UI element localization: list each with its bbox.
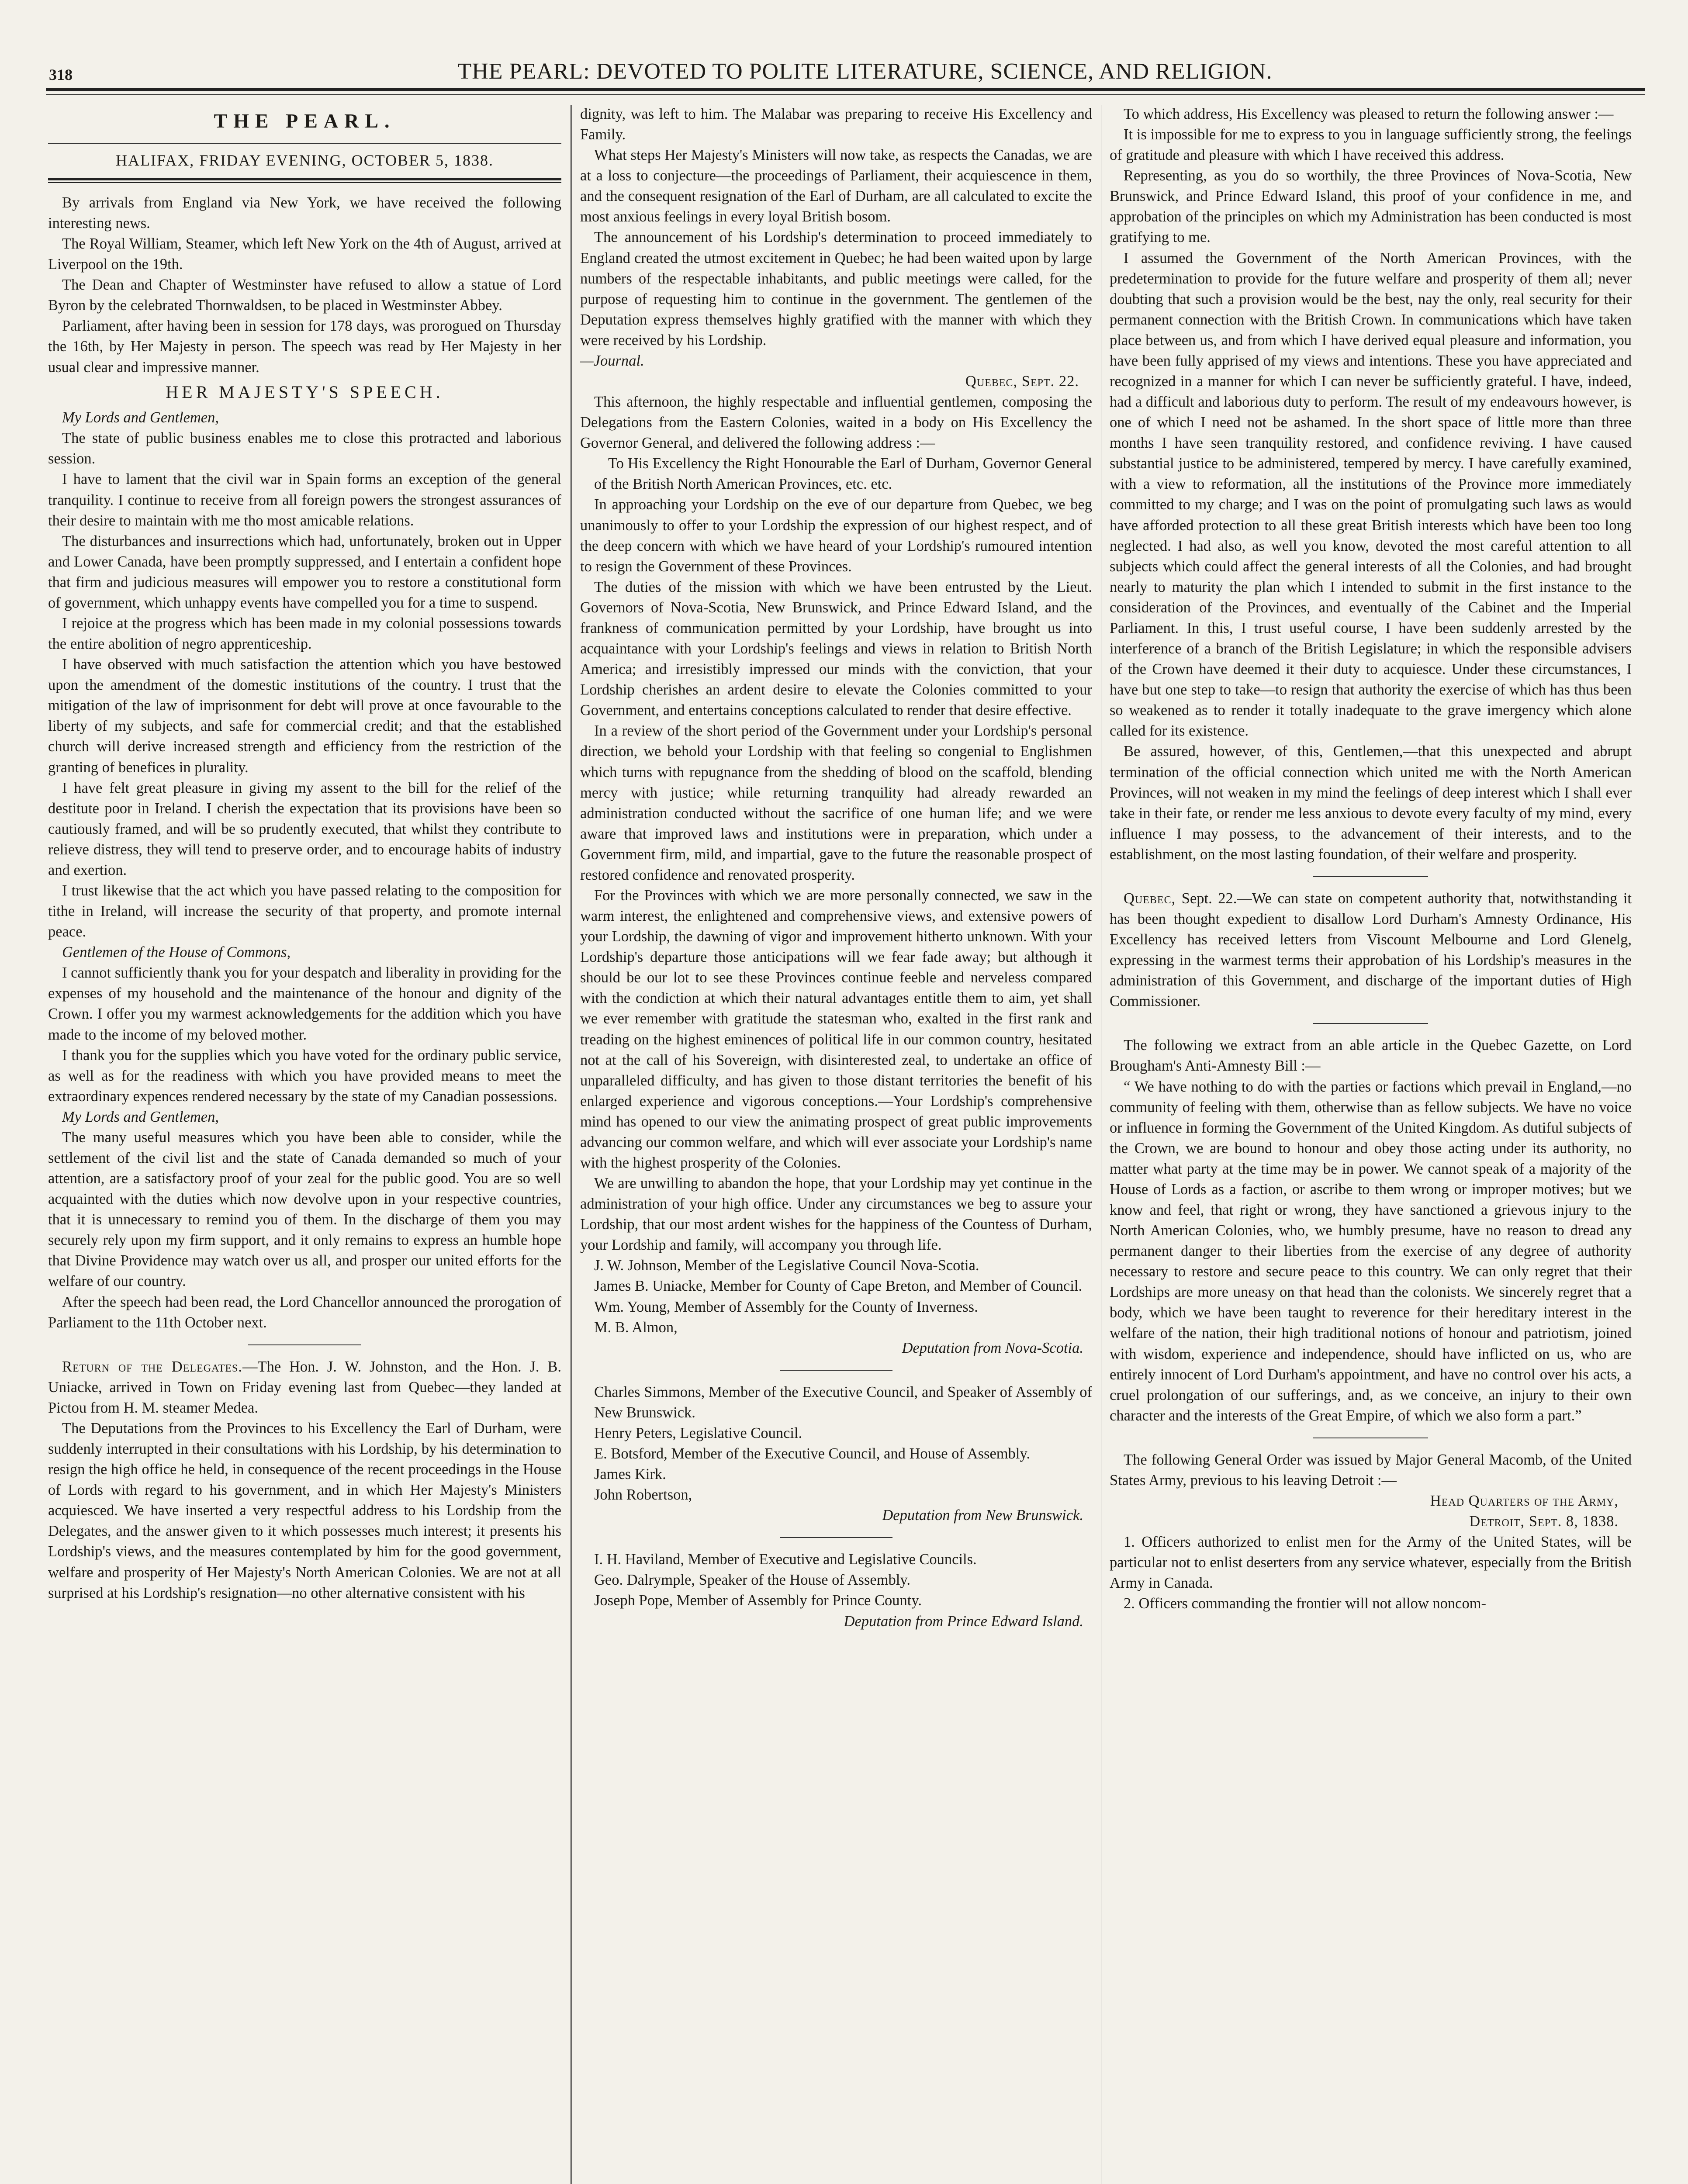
signatory: Geo. Dalrymple, Speaker of the House of Assembly. [594,1572,911,1589]
deputation-label: Deputation from New Brunswick. [882,1507,1083,1524]
paragraph: I assumed the Government of the North American Provinces, with the predetermination to provide for the future welfare and prosperity of them all; never doubting that such a provision would be the best, nay the only, real security for their permanent connection with the British Crown. In communications which have taken place between us, and from which I have derived equal pleasure and information, you have been fully apprised of my views and intentions. These you have appreciated and recognized in a manner for which I can never be sufficiently grateful. I have, indeed, had a difficult and laborious duty to perform. The result of my endeavours however, is one of which I need not be ashamed. In the short space of little more than three months I have seen tranquility restored, and confidence reviving. I have caused substantial justice to be administered, tempered by mercy. I have carefully examined, with a view to reformation, all the institutions of the Province more immediately committed to my charge; and I was on the point of promulgating such laws as would have afforded protection to all these great British interests which have been too long neglected. I had also, as well you know, devoted the most careful attention to all subjects which could affect the general interests of all the Colonies, and had brought nearly to maturity the plan which I intended to submit in the first instance to the consideration of the Provinces, and eventually of the Cabinet and the Imperial Parliament. In this, I trust useful course, I have been suddenly arrested by the interference of a branch of the British Legislature; in which the responsible advisers of the Crown have deemed it their duty to acquiesce. Under these circumstances, I have but one step to take—to resign that authority the exercise of which has thus been so weakened as to render it totally inadequate to the grave imergency which alone called for its existence. [1110,249,1632,740]
paragraph: The state of public business enables me to close this protracted and laborious session. [48,430,561,467]
paragraph: The Royal William, Steamer, which left New York on the 4th of August, arrived at Liverpool on the 19th. [48,235,561,273]
signatory: James Kirk. [594,1466,666,1483]
paragraph: For the Provinces with which we are more personally connected, we saw in the warm interest, the enlightened and comprehensive views, and extensive powers of your Lordship, the dawning of vigor and improvement hitherto unknown. With your Lordship's departure those anticipations will we fear fade away; but although it should be our lot to see these Provinces continue feeble and nerveless compared with the condiction at which their natural advantages entitle them to aim, yet shall we ever remember with gratitude the statesman who, exalted in the first rank and treading on the highest eminences of political life in our common country, hesitated not at the call of his Sovereign, with disinterested zeal, to undertake an office of unparalleled difficulty, and has given to those distant territories the benefit of his enlarged experience and vigorous conceptions.—Your Lordship's comprehensive mind has opened to our view the animating prospect of great public improvements advancing our common welfare, and which will ever associate your Lordship's name with the highest prosperity of the Colonies. [580,887,1092,1171]
order-heading: Head Quarters of the Army, [1430,1493,1619,1509]
paragraph [1110,888,1632,1012]
paragraph: I have felt great pleasure in giving my assent to the bill for the relief of the destitute poor in Ireland. I cherish the expectation that its provisions have been so cautiously framed, and will be so prudently executed, that whilst they contribute to relieve distress, they will tend to preserve order, and to encourage habits of industry and exertion. [48,779,561,878]
paragraph: By arrivals from England via New York, we have received the following interesting news. [48,194,561,232]
divider [48,178,561,183]
paragraph: In approaching your Lordship on the eve of our departure from Quebec, we beg unanimously to offer to your Lordship the expression of our highest respect, and of the deep concern with which we have heard of your Lordship's rumoured intention to resign the Government of these Provinces. [580,496,1092,575]
paragraph: In a review of the short period of the Government under your Lordship's personal direction, we behold your Lordship with that feeling so congenial to Englishmen which turns with repugnance from the shedding of blood on the scaffold, blending mercy with justice; while returning tranquility had already rewarded an administration conducted without the sacrifice of one human life; and we were aware that improved laws and institutions were in preparation, which under a Government firm, mild, and impartial, gave to the future the reasonable prospect of restored confidence and renovated prosperity. [580,722,1092,883]
divider [1313,1023,1428,1024]
salutation: Gentlemen of the House of Commons, [62,944,291,961]
order-dateline: Detroit, Sept. 8, 1838. [1469,1513,1619,1530]
column-rule [1101,105,1102,2184]
paragraph: After the speech had been read, the Lord Chancellor announced the prorogation of Parliament to the 11th October next. [48,1293,561,1331]
paragraph: I have to lament that the civil war in Spain forms an exception of the general tranquility. I continue to receive from all foreign powers the strongest assurances of their desire to maintain with me tho most amicable relations. [48,471,561,529]
run-in-heading: Quebec, [1124,890,1176,907]
paragraph: It is impossible for me to express to you in language sufficiently strong, the feelings of gratitude and pleasure with which I have received this address. [1110,126,1632,164]
paragraph: The following we extract from an able article in the Quebec Gazette, on Lord Brougham's Anti-Amnesty Bill :— [1110,1037,1632,1075]
dateline: HALIFAX, FRIDAY EVENING, OCTOBER 5, 1838. [115,151,494,169]
paragraph: 1. Officers authorized to enlist men for the Army of the United States, will be particular not to enlist deserters from any service whatever, especially from the British Army in Canada. [1110,1534,1632,1592]
header-rule [46,88,1645,91]
page-number: 318 [49,66,73,83]
signatory: Henry Peters, Legislative Council. [594,1424,802,1441]
divider [1313,876,1428,877]
paragraph-text: Sept. 22.—We can state on competent authority that, notwithstanding it has been thought expedient to disallow Lord Durham's Amnesty Ordinance, His Excellency has received letters from Viscount Melbourne and Lord Glenelg, expressing in the warmest terms their approbation of his Lordship's measures in the administration of this Government, and discharge of the important duties of High Commissioner. [1110,890,1632,1010]
paragraph: I cannot sufficiently thank you for your despatch and liberality in providing for the expenses of my household and the maintenance of the honour and dignity of the Crown. I offer you my warmest acknowledgements for the addition which you have made to the income of my beloved mother. [48,964,561,1043]
paragraph-text: —The Hon. J. W. Johnston, and the Hon. J. B. Uniacke, arrived in Town on Friday evening last from Quebec—they landed at Pictou from H. M. steamer Medea. [48,1358,561,1416]
signatory: J. W. Johnson, Member of the Legislative Council Nova-Scotia. [594,1257,979,1274]
column-left [48,104,561,2184]
paragraph: The Dean and Chapter of Westminster have refused to allow a statue of Lord Byron by the celebrated Thornwaldsen, to be placed in Westminster Abbey. [48,276,561,314]
masthead: THE PEARL. [214,110,396,132]
paragraph: I have observed with much satisfaction the attention which you have bestowed upon the amendment of the domestic institutions of the country. I trust that the mitigation of the law of imprisonment for debt will prove at once favourable to the liberty of my subjects, and safe for commercial credit; and that the established church will derive increased strength and efficiency from the restriction of the granting of benefices in plurality. [48,656,561,776]
running-head: THE PEARL: DEVOTED TO POLITE LITERATURE, SCIENCE, AND RELIGION. [457,59,1273,84]
signatory: Wm. Young, Member of Assembly for the County of Inverness. [594,1298,978,1315]
deputation-label: Deputation from Nova-Scotia. [902,1339,1083,1356]
divider [48,143,561,144]
paragraph: To which address, His Excellency was pleased to return the following answer :— [1124,106,1614,122]
paragraph: The many useful measures which you have been able to consider, while the settlement of the civil list and the state of Canada demanded so much of your attention, are a satisfactory proof of your zeal for the public good. You are so well acquainted with the duties which now devolve upon in your respective countries, that it is unnecessary to remind you of them. In the discharge of them you may securely rely upon my firm support, and it only remains to express an humble hope that Divine Providence may watch over us all, and prosper our united efforts for the welfare of our country. [48,1129,561,1290]
paragraph: I thank you for the supplies which you have voted for the ordinary public service, as well as for the readiness with which you have provided means to meet the extraordinary expences rendered necessary by the state of my Canadian possessions. [48,1047,561,1105]
paragraph: “ We have nothing to do with the parties or factions which prevail in England,—no community of feeling with them, otherwise than as fellow subjects. We have no voice or influence in forming the Government of the United Kingdom. As dutiful subjects of the Crown, we are bound to honour and obey those acting under its authority, no matter what party at the time may be in power. We cannot speak of a majority of the House of Lords as a faction, or ascribe to them wrong or improper motives; but we know and feel, that right or wrong, they have sanctioned a grievous injury to the North American Colonies, who, we humbly presume, have no reason to dread any permanent danger to their liberties from the exercise of any degree of authority necessary to restore and secure peace to this country. We can only regret that their Lordships are more uneasy on that head than the colonists. We sincerely regret that a body, which we have been taught to reverence for their hereditary interest in the welfare of the nation, their high traditional notions of honour and patriotism, joined with wisdom, experience and independence, should have inflicted on us, who are entirely innocent of Lord Durham's appointment, and have no control over his acts, a cruel prolongation of our sufferings, and, as we conceive, an injury to their own character and the interests of the Great Empire, of which we also form a part.” [1110,1078,1632,1424]
paragraph [48,1357,561,1418]
signatory: Charles Simmons, Member of the Executive Council, and Speaker of Assembly of New Brunswick. [594,1383,1092,1421]
paragraph: dignity, was left to him. The Malabar was preparing to receive His Excellency and Family. [580,106,1092,143]
salutation: My Lords and Gentlemen, [62,409,219,426]
paragraph: What steps Her Majesty's Ministers will now take, as respects the Canadas, we are at a loss to conjecture—the proceedings of Parliament, their acquiescence in them, and the consequent resignation of the Earl of Durham, are all calculated to excite the most anxious feelings in every loyal British bosom. [580,147,1092,225]
signatory: M. B. Almon, [594,1319,678,1336]
paragraph: The disturbances and insurrections which had, unfortunately, broken out in Upper and Lower Canada, have been promptly suppressed, and I entertain a confident hope that firm and judicious measures will empower you to restore a constitutional form of government, which unhappy events have compelled you for a time to suspend. [48,532,561,611]
signatory: James B. Uniacke, Member for County of Cape Breton, and Member of Council. [594,1278,1083,1295]
paragraph: The duties of the mission with which we have been entrusted by the Lieut. Governors of Nova-Scotia, New Brunswick, and Prince Edward Island, and the frankness of communication permitted by your Lordship, have brought us into acquaintance with your Lordship's feelings and views in relation to British North America; and irresistibly impressed our minds with the conviction, that your Lordship cherishes an ardent desire to elevate the Colonies committed to your Government, and entertains conceptions calculated to render that desire effective. [580,578,1092,719]
deputation-label: Deputation from Prince Edward Island. [844,1613,1083,1630]
header-rule-thin [46,94,1645,95]
paragraph: We are unwilling to abandon the hope, that your Lordship may yet continue in the administration of your high office. Under any circumstances we beg to assure your Lordship, that our most ardent wishes for the happiness of the Countess of Durham, your Lordship and family, will accompany you through life. [580,1175,1092,1254]
divider [248,1344,361,1345]
paragraph: The following General Order was issued by Major General Macomb, of the United States Army, previous to his leaving Detroit :— [1110,1451,1632,1489]
paragraph: I rejoice at the progress which has been made in my colonial possessions towards the entire abolition of negro apprenticeship. [48,615,561,653]
paragraph: The announcement of his Lordship's determination to proceed immediately to England created the utmost excitement in Quebec; he had been waited upon by large numbers of the respectable inhabitants, and public meetings were called, for the purpose of requesting him to continue in the government. The gentlemen of the Deputation express themselves highly gratified with the manner with which they were received by his Lordship. [580,229,1092,349]
column-middle [580,104,1092,2184]
paragraph: The Deputations from the Provinces to his Excellency the Earl of Durham, were suddenly interrupted in their consultations with his Lordship, by his determination to resign the high office he held, in consequence of the recent proceedings in the House of Lords with regard to his government, and in which Her Majesty's Ministers acquiesced. We have inserted a very respectful address to his Lordship from the Delegates, and the answer given to it which possesses much interest; it presents his Lordship's views, and the measures contemplated by him for the good government, welfare and prosperity of Her Majesty's North American Colonies. We are not at all surprised at his Lordship's resignation—no other alternative consistent with his [48,1420,561,1601]
column-rule [571,105,572,2184]
paragraph: 2. Officers commanding the frontier will not allow noncom- [1124,1595,1487,1612]
run-in-heading: Return of the Delegates. [62,1358,242,1375]
divider [780,1537,892,1538]
paragraph: This afternoon, the highly respectable and influential gentlemen, composing the Delegations from the Eastern Colonies, waited in a body on His Excellency the Governor General, and delivered the following address :— [580,394,1092,452]
divider [780,1370,892,1371]
address-heading: To His Excellency the Right Honourable the Earl of Durham, Governor General of the British North American Provinces, etc. etc. [594,455,1092,493]
signatory: E. Botsford, Member of the Executive Council, and House of Assembly. [594,1445,1031,1462]
column-right [1110,104,1632,2184]
source-credit: —Journal. [580,352,644,369]
place-date: Quebec, Sept. 22. [965,373,1079,390]
paragraph: I trust likewise that the act which you have passed relating to the composition for tithe in Ireland, will increase the security of that property, and promote internal peace. [48,882,561,940]
section-heading: HER MAJESTY'S SPEECH. [166,382,444,402]
signatory: Joseph Pope, Member of Assembly for Prince County. [594,1592,922,1609]
signatory: John Robertson, [594,1486,692,1503]
salutation: My Lords and Gentlemen, [62,1108,219,1125]
paragraph: Parliament, after having been in session for 178 days, was prorogued on Thursday the 16th, by Her Majesty in person. The speech was read by Her Majesty in her usual clear and impressive manner. [48,318,561,376]
paragraph: Representing, as you do so worthily, the three Provinces of Nova-Scotia, New Brunswick, and Prince Edward Island, this proof of your confidence in me, and approbation of the principles on which my Administration has been conducted is most gratifying to me. [1110,167,1632,246]
paragraph: Be assured, however, of this, Gentlemen,—that this unexpected and abrupt termination of the official connection which united me with the North American Provinces, will not weaken in my mind the feelings of deep interest which I shall ever take in their fate, or render me less anxious to devote every faculty of my mind, every influence I may possess, to the advancement of their interests, and to the establishment, on the most lasting foundation, of their welfare and prosperity. [1110,743,1632,863]
signatory: I. H. Haviland, Member of Executive and Legislative Councils. [594,1551,977,1568]
